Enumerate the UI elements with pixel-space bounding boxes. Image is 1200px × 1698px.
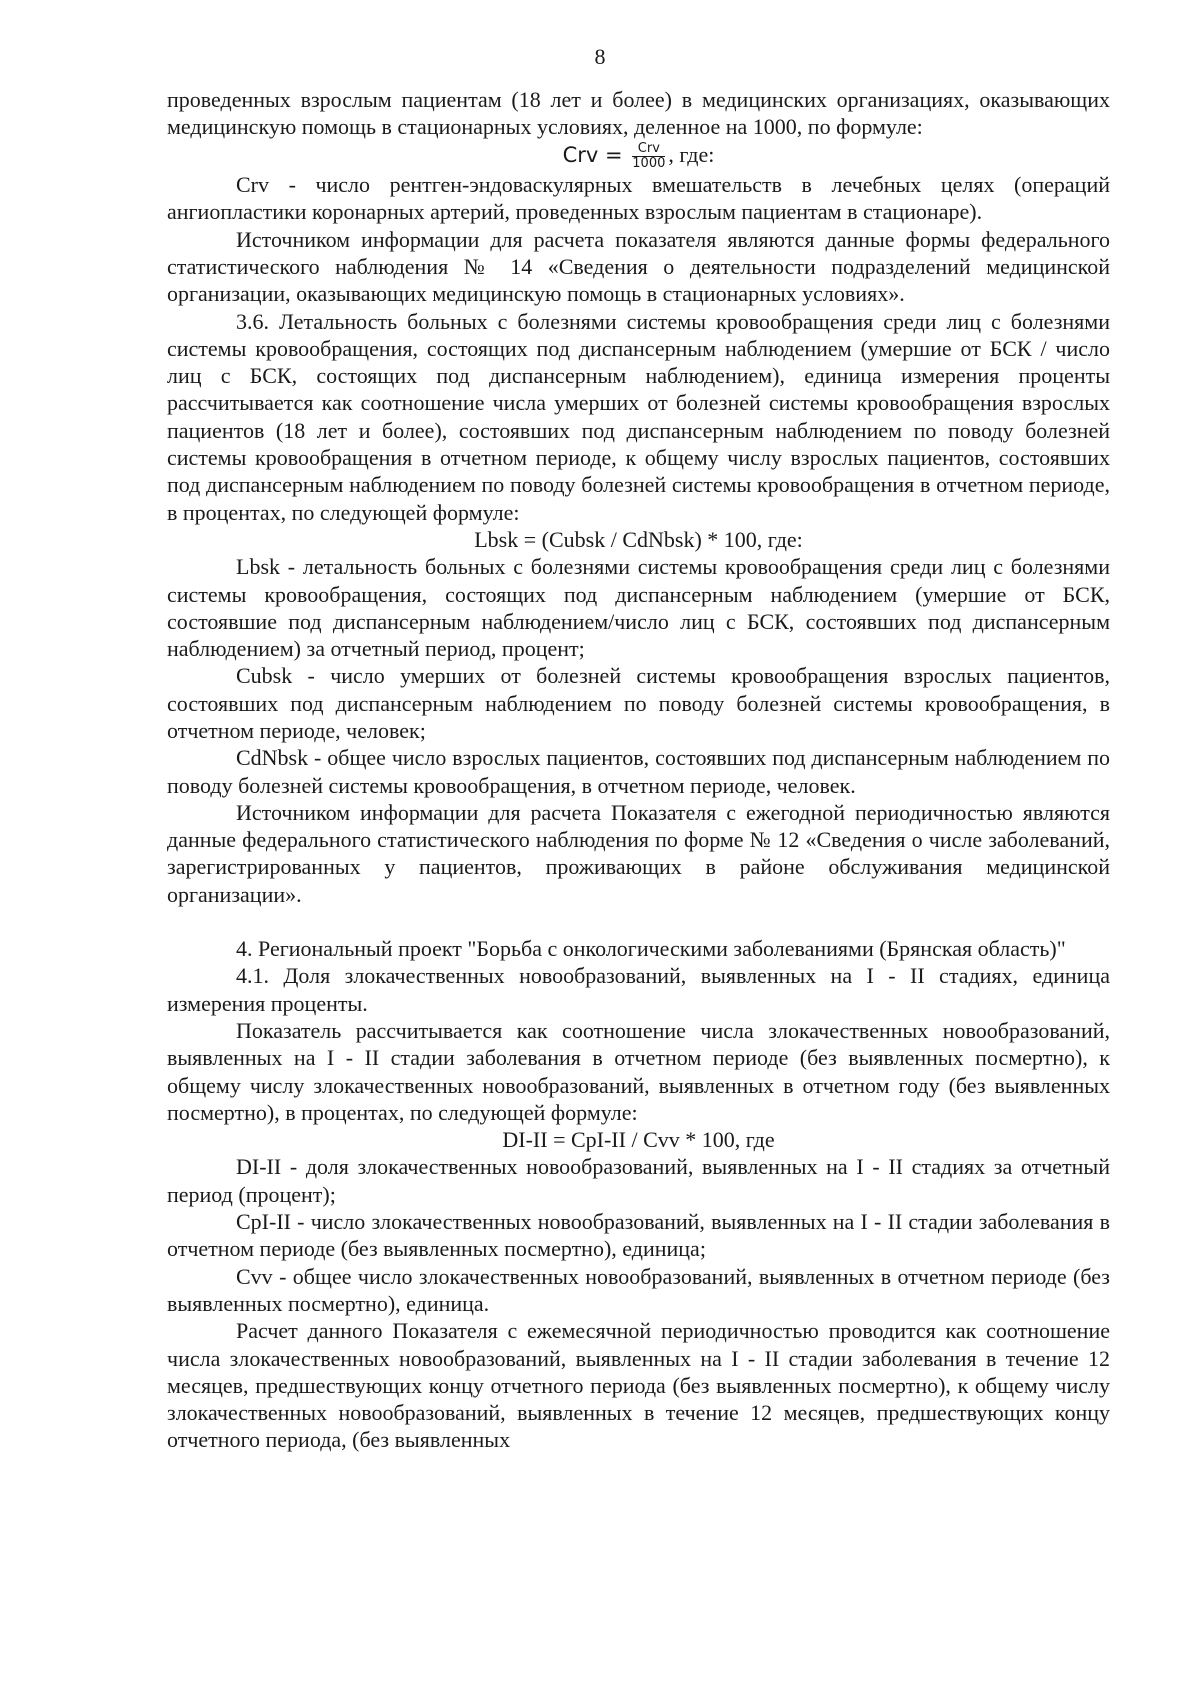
fraction-denominator: 1000 <box>632 156 666 172</box>
formula-fraction <box>632 142 665 171</box>
paragraph: 3.6. Летальность больных с болезнями системы кровообращения среди лиц с болезнями системы кровообращения, состоящих под диспансерным наблюдением (умершие от БСК / число лиц с БСК, состоящих под диспансерным наблюдением), единица измерения проценты рассчитывается как соотношение числа умерших от болезней системы кровообращения взрослых пациентов (18 лет и более), состоявших под диспансерным наблюдением по поводу болезней системы кровообращения в отчетном периоде, к общему числу взрослых пациентов, состоявших под диспансерным наблюдением по поводу болезней системы кровообращения в отчетном периоде, в процентах, по следующей формуле: <box>167 308 1110 525</box>
page-number: 8 <box>594 44 606 69</box>
paragraph: Показатель рассчитывается как соотношение числа злокачественных новообразований, выявленных на I - II стадии заболевания в отчетном периоде (без выявленных посмертно), к общему числу злокачественных новообразований, выявленных в отчетном году (без выявленных посмертно), в процентах, по следующей формуле: <box>167 1017 1110 1125</box>
formula-lhs: Crv = <box>562 142 630 167</box>
paragraph: Crv - число рентген-эндоваскулярных вмешательств в лечебных целях (операций ангиопластики коронарных артерий, проведенных взрослым пациентам в стационаре). <box>167 172 1110 225</box>
section-gap <box>167 908 1110 935</box>
section-heading: 4. Региональный проект "Борьба с онкологическими заболеваниями (Брянская область)" <box>236 936 1066 962</box>
paragraph: Lbsk - летальность больных с болезнями системы кровообращения среди лиц с болезнями системы кровообращения, состоящих под диспансерным наблюдением (умершие от БСК, состоявшие под диспансерным наблюдением/число лиц с БСК, состоявших под диспансерным наблюдением) за отчетный период, процент; <box>167 554 1110 662</box>
paragraph: DI-II - доля злокачественных новообразований, выявленных на I - II стадиях за отчетный период (процент); <box>167 1154 1110 1207</box>
paragraph: CdNbsk - общее число взрослых пациентов, состоявших под диспансерным наблюдением по поводу болезней системы кровообращения, в отчетном периоде, человек. <box>167 745 1110 798</box>
paragraph: проведенных взрослым пациентам (18 лет и более) в медицинских организациях, оказывающих медицинскую помощь в стационарных условиях, деленное на 1000, по формуле: <box>167 87 1110 140</box>
paragraph: Cvv - общее число злокачественных новообразований, выявленных в отчетном периоде (без выявленных посмертно), единица. <box>167 1263 1110 1316</box>
formula-crv <box>167 141 1110 171</box>
paragraph: Cubsk - число умерших от болезней системы кровообращения взрослых пациентов, состоявших под диспансерным наблюдением по поводу болезней системы кровообращения, в отчетном периоде, человек; <box>167 663 1110 743</box>
formula-tail: , где: <box>668 141 715 167</box>
fraction-numerator: Crv <box>632 142 665 157</box>
paragraph: CpI-II - число злокачественных новообразований, выявленных на I - II стадии заболевания в отчетном периоде (без выявленных посмертно), единица; <box>167 1209 1110 1262</box>
paragraph: Источником информации для расчета Показателя с ежегодной периодичностью являются данные федерального статистического наблюдения по форме № 12 «Сведения о числе заболеваний, зарегистрированных у пациентов, проживающих в районе обслуживания медицинской организации». <box>167 799 1110 907</box>
page-body <box>167 86 1110 1454</box>
formula-d-i-ii: DI-II = CpI-II / Cvv * 100, где <box>502 1127 775 1153</box>
paragraph: Источником информации для расчета показателя являются данные формы федерального статистического наблюдения № 14 «Сведения о деятельности подразделений медицинской организации, оказывающих медицинскую помощь в стационарных условиях». <box>167 226 1110 307</box>
formula-lbsk: Lbsk = (Cubsk / CdNbsk) * 100, где: <box>474 526 803 552</box>
paragraph: Расчет данного Показателя с ежемесячной периодичностью проводится как соотношение числа злокачественных новообразований, выявленных на I - II стадии заболевания в течение 12 месяцев, предшествующих концу отчетного периода (без выявленных посмертно), к общему числу злокачественных новообразований, выявленных в течение 12 месяцев, предшествующих концу отчетного периода, (без выявленных <box>167 1318 1110 1453</box>
paragraph: 4.1. Доля злокачественных новообразований, выявленных на I - II стадиях, единица измерения проценты. <box>167 963 1110 1016</box>
